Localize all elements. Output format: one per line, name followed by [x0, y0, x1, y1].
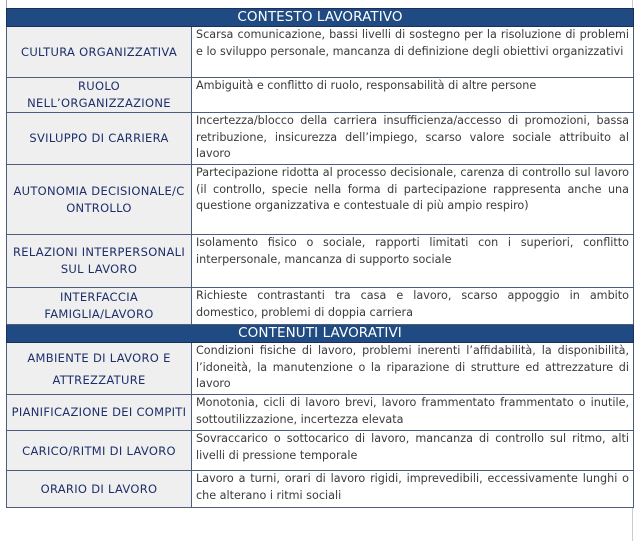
row-label: INTERFACCIA FAMIGLIA/LAVORO — [7, 288, 192, 325]
row-description: Ambiguità e conflitto di ruolo, responsabilità di altre persone — [192, 78, 634, 113]
section-header-row — [7, 9, 634, 27]
row-label: AMBIENTE DI LAVORO E ATTREZZATURE — [7, 343, 192, 395]
section-title-contesto: CONTESTO LAVORATIVO — [7, 9, 634, 27]
table-row — [7, 471, 634, 508]
row-description: Partecipazione ridotta al processo decisionale, carenza di controllo sul lavoro (il controllo, specie nella forma di partecipazione rappresenta anche una questione organizzativa e contestuale di più ampio respiro) — [192, 165, 634, 235]
table-row — [7, 235, 634, 288]
row-label: RELAZIONI INTERPERSONALI SUL LAVORO — [7, 235, 192, 288]
row-description: Scarsa comunicazione, bassi livelli di sostegno per la risoluzione di problemi e lo sviluppo personale, mancanza di definizione degli obiettivi organizzativi — [192, 27, 634, 78]
frame-border-left — [6, 0, 7, 8]
row-description: Monotonia, cicli di lavoro brevi, lavoro frammentato frammentato o inutile, sottoutilizzazione, incertezza elevata — [192, 395, 634, 431]
row-label: SVILUPPO DI CARRIERA — [7, 113, 192, 165]
row-label: AUTONOMIA DECISIONALE/CONTROLLO — [7, 165, 192, 235]
section-header-row — [7, 325, 634, 343]
table-row — [7, 343, 634, 395]
row-label: PIANIFICAZIONE DEI COMPITI — [7, 395, 192, 431]
row-description: Isolamento fisico o sociale, rapporti limitati con i superiori, conflitto interpersonale, mancanza di supporto sociale — [192, 235, 634, 288]
row-label: ORARIO DI LAVORO — [7, 471, 192, 508]
table-row — [7, 395, 634, 431]
table-row — [7, 27, 634, 78]
row-description: Sovraccarico o sottocarico di lavoro, mancanza di controllo sul ritmo, alti livelli di pressione temporale — [192, 431, 634, 471]
table-row — [7, 78, 634, 113]
row-label: RUOLO NELL’ORGANIZZAZIONE — [7, 78, 192, 113]
table-row — [7, 288, 634, 325]
row-description: Incertezza/blocco della carriera insufficienza/accesso di promozioni, bassa retribuzione, insicurezza dell’impiego, scarso valore sociale attribuito al lavoro — [192, 113, 634, 165]
row-description: Condizioni fisiche di lavoro, problemi inerenti l’affidabilità, la disponibilità, l’idoneità, la manutenzione o la riparazione di strutture ed attrezzature di lavoro — [192, 343, 634, 395]
stress-risk-factors-table — [6, 8, 634, 508]
section-title-contenuti: CONTENUTI LAVORATIVI — [7, 325, 634, 343]
row-label: CARICO/RITMI DI LAVORO — [7, 431, 192, 471]
table-row — [7, 431, 634, 471]
row-description: Richieste contrastanti tra casa e lavoro, scarso appoggio in ambito domestico, problemi di doppia carriera — [192, 288, 634, 325]
row-label: CULTURA ORGANIZZATIVA — [7, 27, 192, 78]
table-row — [7, 113, 634, 165]
row-description: Lavoro a turni, orari di lavoro rigidi, imprevedibili, eccessivamente lunghi o che alterano i ritmi sociali — [192, 471, 634, 508]
table-row — [7, 165, 634, 235]
